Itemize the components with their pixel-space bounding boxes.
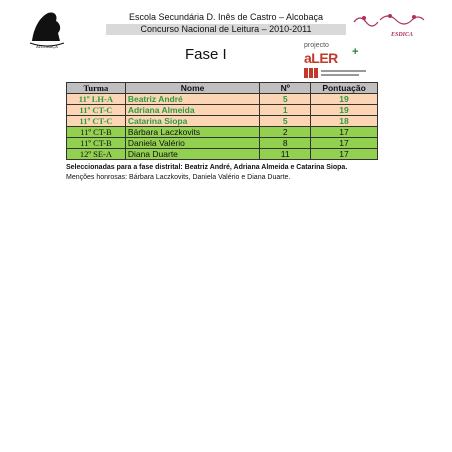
- phase-title: Fase I: [185, 46, 227, 63]
- header-numero: Nº: [260, 83, 311, 94]
- table-header-row: [67, 83, 378, 94]
- cell-nome: Daniela Valério: [125, 138, 259, 149]
- esdica-logo-text: ESDICA: [390, 32, 414, 38]
- table-row: [67, 138, 378, 149]
- cell-pontuacao: 19: [311, 105, 378, 116]
- projecto-label: projecto: [304, 42, 329, 49]
- table-row: [67, 127, 378, 138]
- cell-turma: 11º CT-B: [67, 138, 126, 149]
- table-row: [67, 94, 378, 105]
- table-row: [67, 105, 378, 116]
- cell-pontuacao: 18: [311, 116, 378, 127]
- cell-numero: 8: [260, 138, 311, 149]
- notes: [66, 163, 347, 183]
- plus-sign: +: [352, 46, 359, 58]
- aler-label: aLER: [304, 50, 338, 66]
- cell-nome: Diana Duarte: [125, 149, 259, 160]
- selected-note: Seleccionadas para a fase distrital: Beatriz André, Adriana Almeida e Catarina Siopa.: [66, 164, 348, 171]
- cell-nome: Beatriz André: [125, 94, 259, 105]
- cell-numero: 5: [260, 116, 311, 127]
- cell-pontuacao: 17: [311, 127, 378, 138]
- header-turma: Turma: [67, 83, 126, 94]
- cell-turma: 11º CT-C: [67, 116, 126, 127]
- cell-pontuacao: 17: [311, 149, 378, 160]
- header-pontuacao: Pontuação: [311, 83, 378, 94]
- header-nome: Nome: [125, 83, 259, 94]
- cell-numero: 1: [260, 105, 311, 116]
- cell-turma: 11º LH-A: [67, 94, 126, 105]
- cell-turma: 11º CT-B: [67, 127, 126, 138]
- rbe-logo-icon: [304, 68, 368, 78]
- contest-title: Concurso Nacional de Leitura – 2010-2011: [106, 24, 346, 35]
- cell-turma: 12º SE-A: [67, 149, 126, 160]
- cell-numero: 5: [260, 94, 311, 105]
- school-logo-text: ALCOBAÇA: [36, 44, 58, 49]
- cell-pontuacao: 17: [311, 138, 378, 149]
- table-row: [67, 116, 378, 127]
- projecto-aler-logo: [300, 42, 372, 82]
- cell-nome: Catarina Siopa: [125, 116, 259, 127]
- cell-nome: Bárbara Laczkovits: [125, 127, 259, 138]
- cell-pontuacao: 19: [311, 94, 378, 105]
- cell-numero: 11: [260, 149, 311, 160]
- cell-turma: 11º CT-C: [67, 105, 126, 116]
- cell-numero: 2: [260, 127, 311, 138]
- results-table: [66, 82, 378, 160]
- cell-nome: Adriana Almeida: [125, 105, 259, 116]
- school-name: Escola Secundária D. Inês de Castro – Alcobaça: [128, 12, 324, 22]
- honors-note: Menções honrosas: Bárbara Laczkovits, Daniela Valério e Diana Duarte.: [66, 174, 291, 181]
- table-row: [67, 149, 378, 160]
